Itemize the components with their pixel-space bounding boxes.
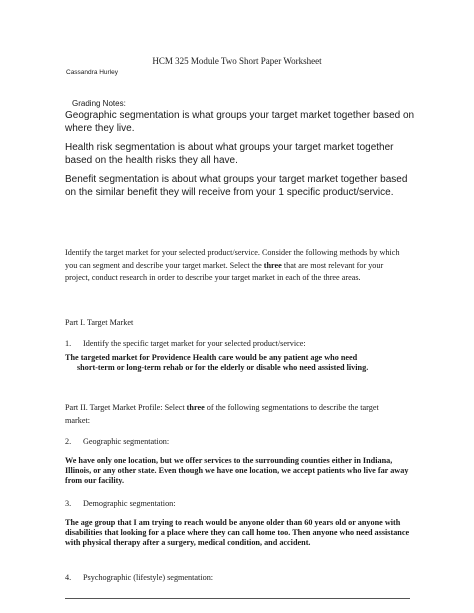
part2-heading-text-2: of the following segmentations to describe the target market: bbox=[65, 403, 379, 425]
answer-1 bbox=[65, 353, 420, 373]
question-2-text: Geographic segmentation: bbox=[83, 437, 170, 446]
question-1-number: 1. bbox=[65, 339, 72, 348]
question-3 bbox=[65, 498, 176, 511]
part2-heading-bold-three: three bbox=[186, 403, 205, 412]
instructions-paragraph bbox=[65, 247, 410, 285]
instructions-text-1: Identify the target market for your selected product/service. Consider the following methods by which you can segment and describe your target market. Select the bbox=[65, 248, 400, 270]
instructions-bold-three: three bbox=[263, 260, 282, 270]
answer-1-continuation: short-term or long-term rehab or for the elderly or disable who need assisted living. bbox=[77, 363, 369, 373]
instructions-text-2: that are most relevant for your project, conduct research in order to describe your target market in each of the three areas. bbox=[65, 260, 384, 283]
question-1 bbox=[65, 338, 306, 351]
author-name: Cassandra Hurley bbox=[66, 69, 119, 76]
answer-1-line-1: The targeted market for Providence Health care would be any patient age who need bbox=[65, 353, 358, 362]
part1-heading: Part I. Target Market bbox=[65, 318, 134, 327]
part2-heading-text-1: Part II. Target Market Profile: Select bbox=[65, 403, 187, 412]
document-title: HCM 325 Module Two Short Paper Worksheet bbox=[152, 56, 322, 66]
question-3-text: Demographic segmentation: bbox=[83, 499, 176, 508]
question-1-text: Identify the specific target market for your selected product/service: bbox=[83, 339, 306, 348]
question-4 bbox=[65, 572, 213, 585]
grading-note-health-risk: Health risk segmentation is about what groups your target market together based on the health risks they all have. bbox=[65, 142, 394, 166]
part2-heading bbox=[65, 402, 405, 427]
answer-3: The age group that I am trying to reach would be anyone older than 60 years old or anyone with disabilities that looking for a place where they can call home too. Then anyone who need assistance with physical therapy after a surgery, medical condition, and accident. bbox=[65, 518, 410, 548]
grading-note-geographic: Geographic segmentation is what groups your target market together based on where they live. bbox=[65, 110, 415, 134]
question-4-text: Psychographic (lifestyle) segmentation: bbox=[83, 573, 214, 582]
grading-note-benefit: Benefit segmentation is about what groups your target market together based on the similar benefit they will receive from your 1 specific product/service. bbox=[65, 174, 408, 198]
answer-4-line bbox=[65, 598, 410, 599]
question-4-number: 4. bbox=[65, 573, 72, 582]
question-2 bbox=[65, 436, 169, 449]
question-3-number: 3. bbox=[65, 499, 72, 508]
answer-2: We have only one location, but we offer services to the surrounding counties either in Indiana, Illinois, or any other state. Even though we have one location, we accept patients who live far away from our facility. bbox=[65, 456, 409, 486]
question-2-number: 2. bbox=[65, 437, 72, 446]
grading-notes-label: Grading Notes: bbox=[72, 99, 126, 108]
